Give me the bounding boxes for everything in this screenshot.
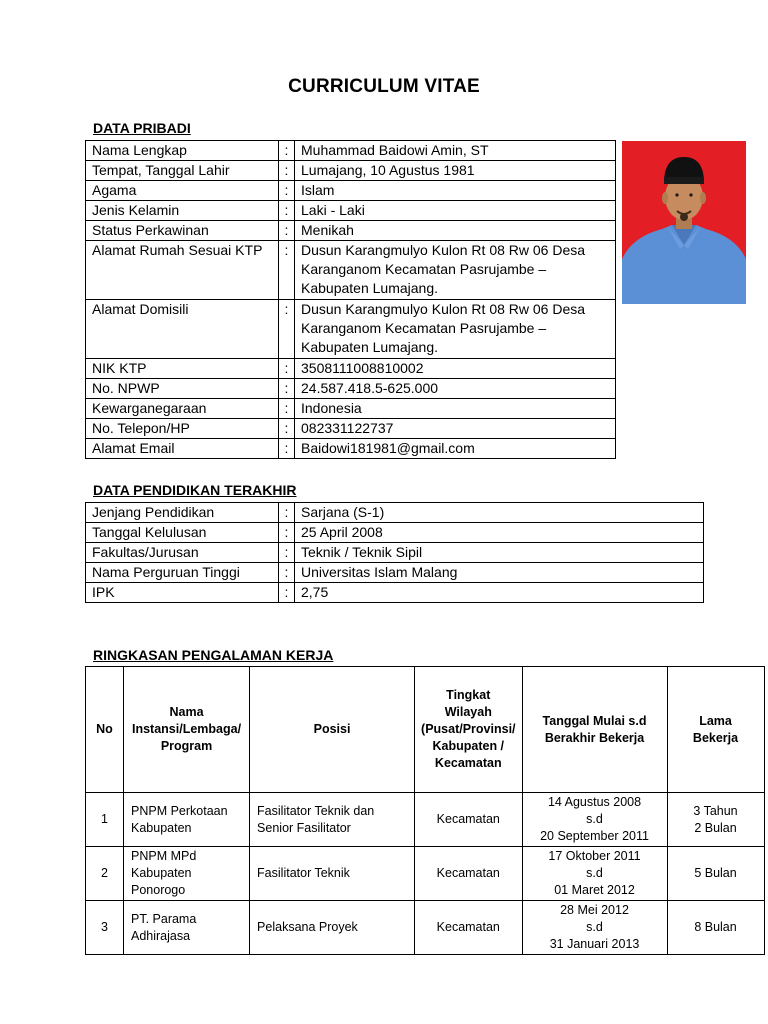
- row-posisi: Fasilitator Teknik: [250, 847, 415, 901]
- row-wilayah: Kecamatan: [415, 847, 522, 901]
- row-tanggal: [522, 793, 667, 847]
- personal-value: Laki - Laki: [295, 201, 616, 221]
- personal-row: [86, 221, 616, 241]
- personal-value: Baidowi181981@gmail.com: [295, 439, 616, 459]
- personal-value: Menikah: [295, 221, 616, 241]
- row-wilayah: Kecamatan: [415, 793, 522, 847]
- personal-row: [86, 241, 616, 300]
- personal-label: Alamat Domisili: [86, 300, 279, 359]
- personal-separator: :: [279, 241, 295, 300]
- header-tanggal: Tanggal Mulai s.d Berakhir Bekerja: [522, 667, 667, 793]
- header-instansi: Nama Instansi/Lembaga/ Program: [124, 667, 250, 793]
- personal-data-table: [85, 140, 616, 459]
- education-label: Tanggal Kelulusan: [86, 523, 279, 543]
- personal-label: Alamat Rumah Sesuai KTP: [86, 241, 279, 300]
- row-tanggal: [522, 901, 667, 955]
- personal-label: Agama: [86, 181, 279, 201]
- personal-label: NIK KTP: [86, 359, 279, 379]
- personal-label: Kewarganegaraan: [86, 399, 279, 419]
- personal-separator: :: [279, 201, 295, 221]
- education-value: 2,75: [295, 583, 704, 603]
- row-tanggal-sd: s.d: [586, 920, 603, 934]
- education-row: [86, 543, 704, 563]
- education-label: Jenjang Pendidikan: [86, 503, 279, 523]
- portrait-illustration: [622, 141, 746, 304]
- personal-separator: :: [279, 181, 295, 201]
- row-instansi: PNPM Perkotaan Kabupaten: [124, 793, 250, 847]
- document-title: CURRICULUM VITAE: [288, 76, 480, 97]
- personal-row: [86, 399, 616, 419]
- education-table: [85, 502, 704, 603]
- row-tanggal-sd: s.d: [586, 812, 603, 826]
- personal-row: [86, 300, 616, 359]
- personal-separator: :: [279, 359, 295, 379]
- header-wilayah: Tingkat Wilayah (Pusat/Provinsi/ Kabupaten / Kecamatan: [415, 667, 522, 793]
- education-row: [86, 523, 704, 543]
- personal-label: Nama Lengkap: [86, 141, 279, 161]
- row-instansi: PNPM MPd Kabupaten Ponorogo: [124, 847, 250, 901]
- personal-separator: :: [279, 439, 295, 459]
- personal-label: Tempat, Tanggal Lahir: [86, 161, 279, 181]
- row-tanggal-akhir: 20 September 2011: [540, 829, 649, 843]
- education-value: Teknik / Teknik Sipil: [295, 543, 704, 563]
- row-wilayah: Kecamatan: [415, 901, 522, 955]
- education-separator: :: [279, 563, 295, 583]
- row-instansi: PT. Parama Adhirajasa: [124, 901, 250, 955]
- personal-value: 24.587.418.5-625.000: [295, 379, 616, 399]
- education-separator: :: [279, 583, 295, 603]
- education-separator: :: [279, 523, 295, 543]
- education-label: Nama Perguruan Tinggi: [86, 563, 279, 583]
- personal-label: No. NPWP: [86, 379, 279, 399]
- education-row: [86, 563, 704, 583]
- personal-row: [86, 141, 616, 161]
- personal-separator: :: [279, 141, 295, 161]
- row-no: 3: [86, 901, 124, 955]
- personal-row: [86, 359, 616, 379]
- personal-separator: :: [279, 399, 295, 419]
- personal-row: [86, 161, 616, 181]
- personal-row: [86, 439, 616, 459]
- education-value: Sarjana (S-1): [295, 503, 704, 523]
- personal-separator: :: [279, 161, 295, 181]
- education-value: 25 April 2008: [295, 523, 704, 543]
- personal-row: [86, 181, 616, 201]
- personal-value: 3508111008810002: [295, 359, 616, 379]
- row-tanggal-mulai: 28 Mei 2012: [560, 903, 629, 917]
- education-label: IPK: [86, 583, 279, 603]
- education-row: [86, 503, 704, 523]
- personal-separator: :: [279, 419, 295, 439]
- personal-value: Lumajang, 10 Agustus 1981: [295, 161, 616, 181]
- personal-separator: :: [279, 221, 295, 241]
- row-posisi: Pelaksana Proyek: [250, 901, 415, 955]
- row-tanggal-sd: s.d: [586, 866, 603, 880]
- row-tanggal-akhir: 01 Maret 2012: [554, 883, 635, 897]
- education-row: [86, 583, 704, 603]
- personal-label: No. Telepon/HP: [86, 419, 279, 439]
- education-label: Fakultas/Jurusan: [86, 543, 279, 563]
- row-lama: 8 Bulan: [667, 901, 764, 955]
- header-posisi: Posisi: [250, 667, 415, 793]
- experience-row: [86, 793, 765, 847]
- row-no: 2: [86, 847, 124, 901]
- education-separator: :: [279, 543, 295, 563]
- experience-row: [86, 847, 765, 901]
- personal-value: Indonesia: [295, 399, 616, 419]
- experience-row: [86, 901, 765, 955]
- row-tanggal-akhir: 31 Januari 2013: [549, 937, 640, 951]
- experience-table: [85, 666, 765, 955]
- personal-value: Dusun Karangmulyo Kulon Rt 08 Rw 06 Desa Karanganom Kecamatan Pasrujambe – Kabupaten Lumajang.: [295, 241, 616, 300]
- personal-row: [86, 419, 616, 439]
- personal-value: Dusun Karangmulyo Kulon Rt 08 Rw 06 Desa Karanganom Kecamatan Pasrujambe – Kabupaten Lumajang.: [295, 300, 616, 359]
- row-lama: 5 Bulan: [667, 847, 764, 901]
- header-lama: Lama Bekerja: [667, 667, 764, 793]
- header-no: No: [86, 667, 124, 793]
- row-tanggal: [522, 847, 667, 901]
- section-title-experience: RINGKASAN PENGALAMAN KERJA: [93, 647, 334, 663]
- education-separator: :: [279, 503, 295, 523]
- personal-value: Muhammad Baidowi Amin, ST: [295, 141, 616, 161]
- section-title-personal: DATA PRIBADI: [93, 120, 191, 136]
- personal-label: Status Perkawinan: [86, 221, 279, 241]
- personal-value: Islam: [295, 181, 616, 201]
- row-tanggal-mulai: 14 Agustus 2008: [547, 795, 642, 809]
- education-value: Universitas Islam Malang: [295, 563, 704, 583]
- row-lama: 3 Tahun 2 Bulan: [667, 793, 764, 847]
- personal-value: 082331122737: [295, 419, 616, 439]
- section-title-education: DATA PENDIDIKAN TERAKHIR: [93, 482, 297, 498]
- personal-separator: :: [279, 379, 295, 399]
- personal-label: Jenis Kelamin: [86, 201, 279, 221]
- personal-separator: :: [279, 300, 295, 359]
- profile-photo: [622, 141, 746, 304]
- personal-label: Alamat Email: [86, 439, 279, 459]
- row-posisi: Fasilitator Teknik dan Senior Fasilitator: [250, 793, 415, 847]
- personal-row: [86, 379, 616, 399]
- personal-row: [86, 201, 616, 221]
- row-tanggal-mulai: 17 Oktober 2011: [548, 849, 641, 863]
- row-no: 1: [86, 793, 124, 847]
